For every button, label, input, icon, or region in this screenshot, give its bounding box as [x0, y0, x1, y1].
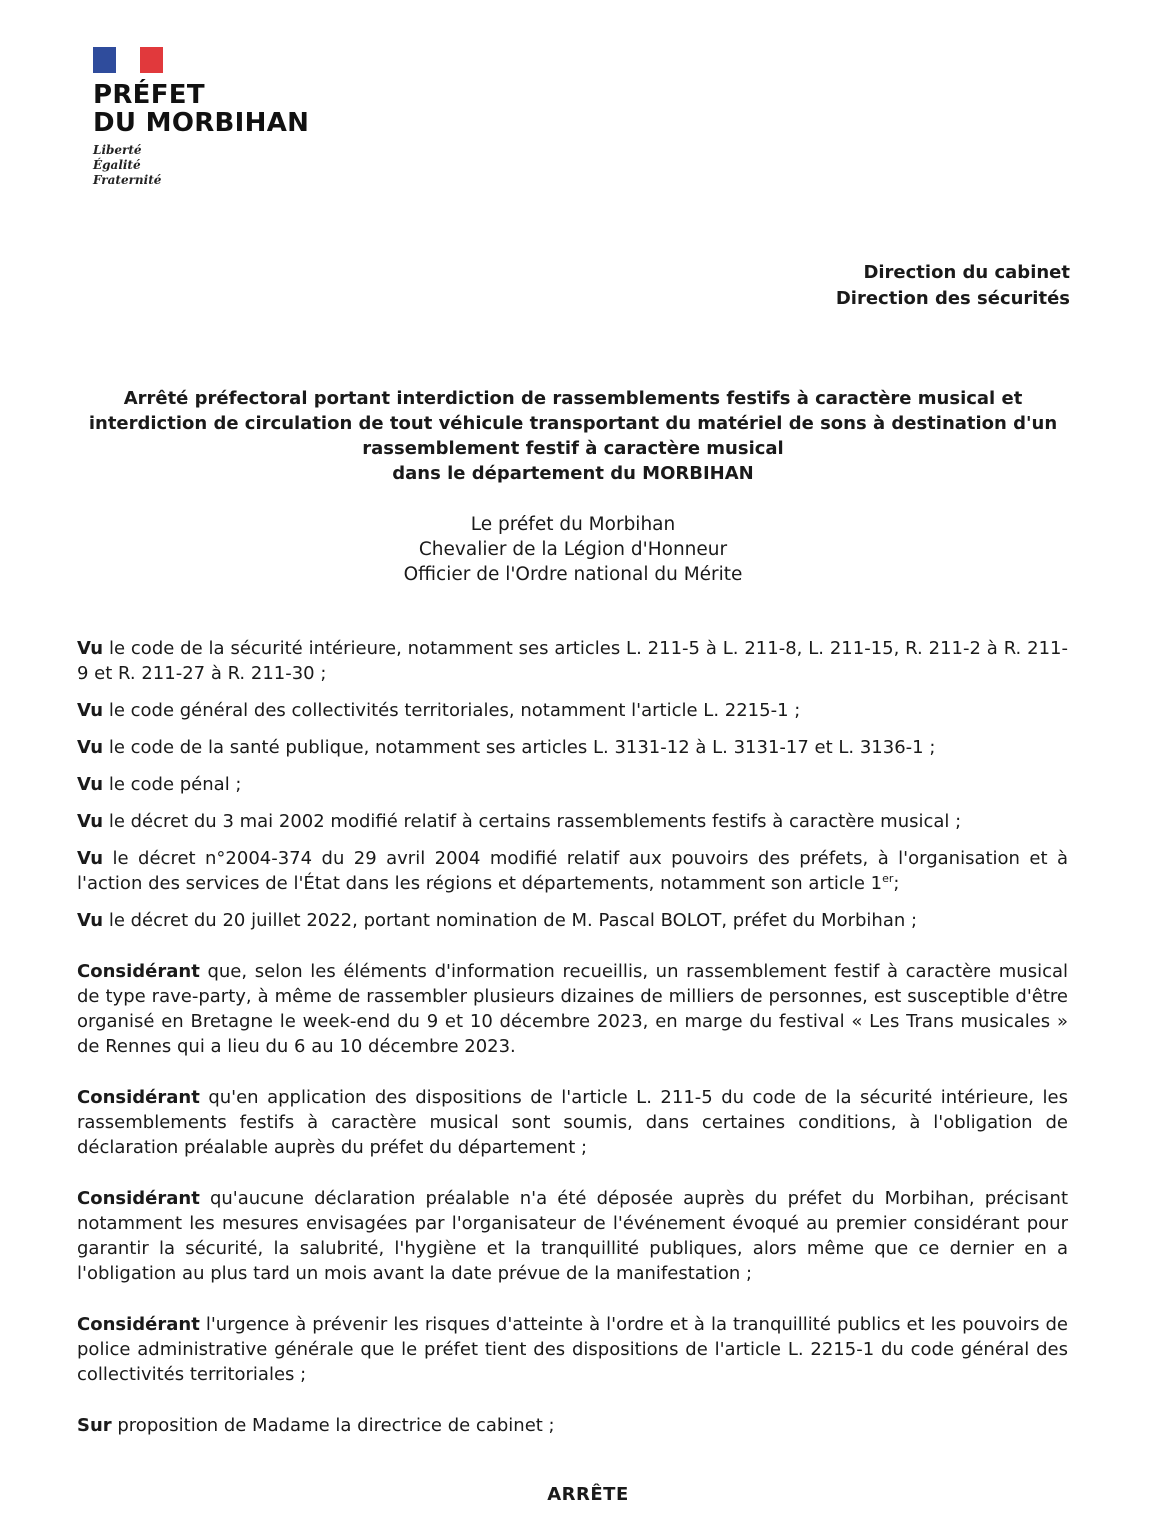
visa-paragraph: Vu le décret du 3 mai 2002 modifié relatif à certains rassemblements festifs à caractère musical ; [77, 811, 962, 832]
document-body [77, 636, 1068, 1438]
prefecture-logo [93, 47, 309, 188]
marianne-flag-icon [93, 47, 163, 73]
considerant-paragraph: Considérant que, selon les éléments d'information recueillis, un rassemblement festif à caractère musical de type rave-party, à même de rassembler plusieurs dizaines de milliers de personnes, est susceptible d'être organisé en Bretagne le week-end du 9 et 10 décembre 2023, en marge du festival « Les Trans musicales » de Rennes qui a lieu du 6 au 10 décembre 2023. [77, 961, 1068, 1057]
service-securites: Direction des sécurités [835, 288, 1070, 309]
republic-motto [93, 143, 309, 188]
prefet-line: Le préfet du Morbihan [470, 514, 676, 535]
considerant-paragraph: Considérant qu'aucune déclaration préalable n'a été déposée auprès du préfet du Morbihan, précisant notamment les mesures envisagées par l'organisateur de l'événement évoqué au premier considérant pour garantir la sécurité, la salubrité, l'hygiène et la tranquillité publiques, alors même que ce dernier en a l'obligation au plus tard un mois avant la date prévue de la manifestation ; [77, 1188, 1068, 1284]
service-cabinet: Direction du cabinet [863, 262, 1070, 283]
logo-title-line2: DU MORBIHAN [93, 108, 310, 138]
prefet-line: Chevalier de la Légion d'Honneur [418, 539, 728, 560]
considerant-paragraph: Considérant qu'en application des dispositions de l'article L. 211-5 du code de la sécurité intérieure, les rassemblements festifs à caractère musical sont soumis, dans certaines conditions, à l'obligation de déclaration préalable auprès du préfet du département ; [77, 1087, 1068, 1158]
title-line: dans le département du MORBIHAN [392, 463, 754, 484]
prefet-line: Officier de l'Ordre national du Mérite [403, 564, 743, 585]
visa-paragraph: Vu le code de la sécurité intérieure, notamment ses articles L. 211-5 à L. 211-8, L. 211-15, R. 211-2 à R. 211-9 et R. 211-27 à R. 211-30 ; [77, 638, 1068, 684]
considerant-paragraph: Considérant l'urgence à prévenir les risques d'atteinte à l'ordre et à la tranquillité publics et les pouvoirs de police administrative générale que le préfet tient des dispositions de l'article L. 2215-1 du code général des collectivités territoriales ; [77, 1314, 1068, 1385]
issuing-services [836, 260, 1070, 312]
motto-fraternite: Fraternité [93, 173, 162, 187]
visa-paragraph: Vu le code pénal ; [77, 774, 242, 795]
visa-paragraph: Vu le décret n°2004-374 du 29 avril 2004 modifié relatif aux pouvoirs des préfets, à l'organisation et à l'action des services de l'État dans les régions et départements, notamment son article 1er; [77, 848, 1068, 894]
visa-paragraph: Vu le décret du 20 juillet 2022, portant nomination de M. Pascal BOLOT, préfet du Morbihan ; [77, 910, 918, 931]
logo-title-line1: PRÉFET [93, 80, 205, 110]
arrete-heading: ARRÊTE [547, 1484, 629, 1505]
prefet-identity [80, 512, 1066, 587]
motto-egalite: Égalité [93, 158, 141, 172]
title-line: interdiction de circulation de tout véhicule transportant du matériel de sons à destination d'un [88, 413, 1058, 434]
title-line: Arrêté préfectoral portant interdiction de rassemblements festifs à caractère musical et [123, 388, 1023, 409]
document-title [80, 386, 1066, 486]
visa-paragraph: Vu le code de la santé publique, notamment ses articles L. 3131-12 à L. 3131-17 et L. 3136-1 ; [77, 737, 936, 758]
title-line: rassemblement festif à caractère musical [362, 438, 784, 459]
logo-title [93, 81, 309, 137]
visa-paragraph: Vu le code général des collectivités territoriales, notamment l'article L. 2215-1 ; [77, 700, 801, 721]
motto-liberte: Liberté [93, 143, 142, 157]
sur-proposition-paragraph: Sur proposition de Madame la directrice de cabinet ; [77, 1415, 555, 1436]
